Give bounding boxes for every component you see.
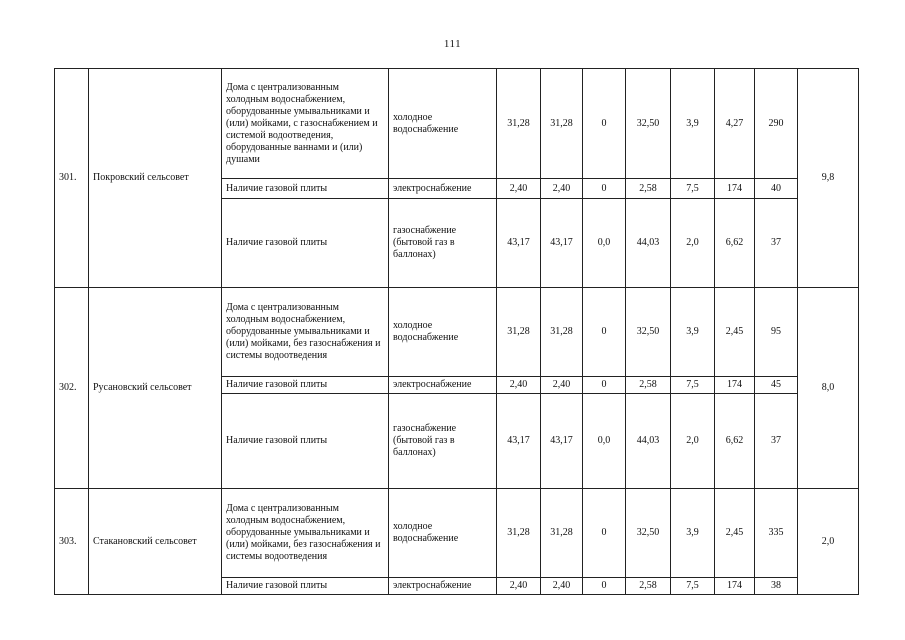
value-cell: 2,40 <box>497 578 541 595</box>
value-cell: 6,62 <box>715 394 755 489</box>
housing-category: Дома с централизованным холодным водоснабжением, оборудованные умывальниками и (или) мойками, без газоснабжения и системы водоотведения <box>222 288 389 377</box>
utility-service: газоснабжение (бытовой газ в баллонах) <box>389 394 497 489</box>
value-cell: 0,0 <box>583 394 626 489</box>
value-cell: 31,28 <box>541 288 583 377</box>
value-cell: 44,03 <box>626 394 671 489</box>
housing-category: Наличие газовой плиты <box>222 394 389 489</box>
value-cell: 43,17 <box>497 199 541 288</box>
value-cell: 31,28 <box>541 69 583 179</box>
housing-category: Дома с централизованным холодным водоснабжением, оборудованные умывальниками и (или) мойками, без газоснабжения и системы водоотведения <box>222 489 389 578</box>
value-cell: 0 <box>583 179 626 199</box>
settlement-name: Покровский сельсовет <box>89 69 222 288</box>
value-cell: 0 <box>583 377 626 394</box>
value-cell: 2,40 <box>541 578 583 595</box>
value-cell: 7,5 <box>671 377 715 394</box>
tariff-table <box>54 68 859 595</box>
value-cell: 31,28 <box>497 288 541 377</box>
settlement-total: 8,0 <box>798 288 859 489</box>
value-cell: 45 <box>755 377 798 394</box>
value-cell: 38 <box>755 578 798 595</box>
value-cell: 40 <box>755 179 798 199</box>
value-cell: 290 <box>755 69 798 179</box>
value-cell: 32,50 <box>626 69 671 179</box>
value-cell: 0 <box>583 288 626 377</box>
housing-category: Дома с централизованным холодным водоснабжением, оборудованные умывальниками и (или) мойками, с газоснабжением и системой водоотведения, оборудованные ваннами и (или) душами <box>222 69 389 179</box>
value-cell: 0 <box>583 69 626 179</box>
value-cell: 2,58 <box>626 377 671 394</box>
value-cell: 2,58 <box>626 179 671 199</box>
value-cell: 44,03 <box>626 199 671 288</box>
utility-service: электроснабжение <box>389 578 497 595</box>
value-cell: 7,5 <box>671 179 715 199</box>
value-cell: 7,5 <box>671 578 715 595</box>
utility-service: холодное водоснабжение <box>389 489 497 578</box>
housing-category: Наличие газовой плиты <box>222 179 389 199</box>
housing-category: Наличие газовой плиты <box>222 199 389 288</box>
table-body <box>55 69 859 595</box>
value-cell: 3,9 <box>671 288 715 377</box>
settlement-total: 2,0 <box>798 489 859 595</box>
value-cell: 32,50 <box>626 489 671 578</box>
value-cell: 2,0 <box>671 199 715 288</box>
value-cell: 174 <box>715 377 755 394</box>
value-cell: 31,28 <box>497 489 541 578</box>
value-cell: 37 <box>755 199 798 288</box>
utility-service: холодное водоснабжение <box>389 69 497 179</box>
settlement-name: Русановский сельсовет <box>89 288 222 489</box>
value-cell: 2,40 <box>541 179 583 199</box>
value-cell: 0,0 <box>583 199 626 288</box>
value-cell: 43,17 <box>541 394 583 489</box>
row-number: 302. <box>55 288 89 489</box>
value-cell: 31,28 <box>541 489 583 578</box>
value-cell: 2,0 <box>671 394 715 489</box>
utility-service: холодное водоснабжение <box>389 288 497 377</box>
utility-service: газоснабжение (бытовой газ в баллонах) <box>389 199 497 288</box>
value-cell: 174 <box>715 179 755 199</box>
value-cell: 2,58 <box>626 578 671 595</box>
settlement-name: Стакановский сельсовет <box>89 489 222 595</box>
value-cell: 4,27 <box>715 69 755 179</box>
value-cell: 2,45 <box>715 489 755 578</box>
utility-service: электроснабжение <box>389 377 497 394</box>
value-cell: 31,28 <box>497 69 541 179</box>
value-cell: 2,40 <box>497 179 541 199</box>
table-row <box>55 69 859 179</box>
value-cell: 43,17 <box>541 199 583 288</box>
value-cell: 3,9 <box>671 489 715 578</box>
value-cell: 0 <box>583 489 626 578</box>
value-cell: 335 <box>755 489 798 578</box>
value-cell: 32,50 <box>626 288 671 377</box>
table-row <box>55 489 859 578</box>
value-cell: 3,9 <box>671 69 715 179</box>
utility-service: электроснабжение <box>389 179 497 199</box>
row-number: 301. <box>55 69 89 288</box>
value-cell: 37 <box>755 394 798 489</box>
settlement-total: 9,8 <box>798 69 859 288</box>
value-cell: 2,40 <box>497 377 541 394</box>
row-number: 303. <box>55 489 89 595</box>
value-cell: 43,17 <box>497 394 541 489</box>
value-cell: 2,40 <box>541 377 583 394</box>
value-cell: 2,45 <box>715 288 755 377</box>
page-number: 111 <box>443 38 462 50</box>
value-cell: 6,62 <box>715 199 755 288</box>
value-cell: 95 <box>755 288 798 377</box>
housing-category: Наличие газовой плиты <box>222 377 389 394</box>
value-cell: 174 <box>715 578 755 595</box>
housing-category: Наличие газовой плиты <box>222 578 389 595</box>
value-cell: 0 <box>583 578 626 595</box>
table-row <box>55 288 859 377</box>
